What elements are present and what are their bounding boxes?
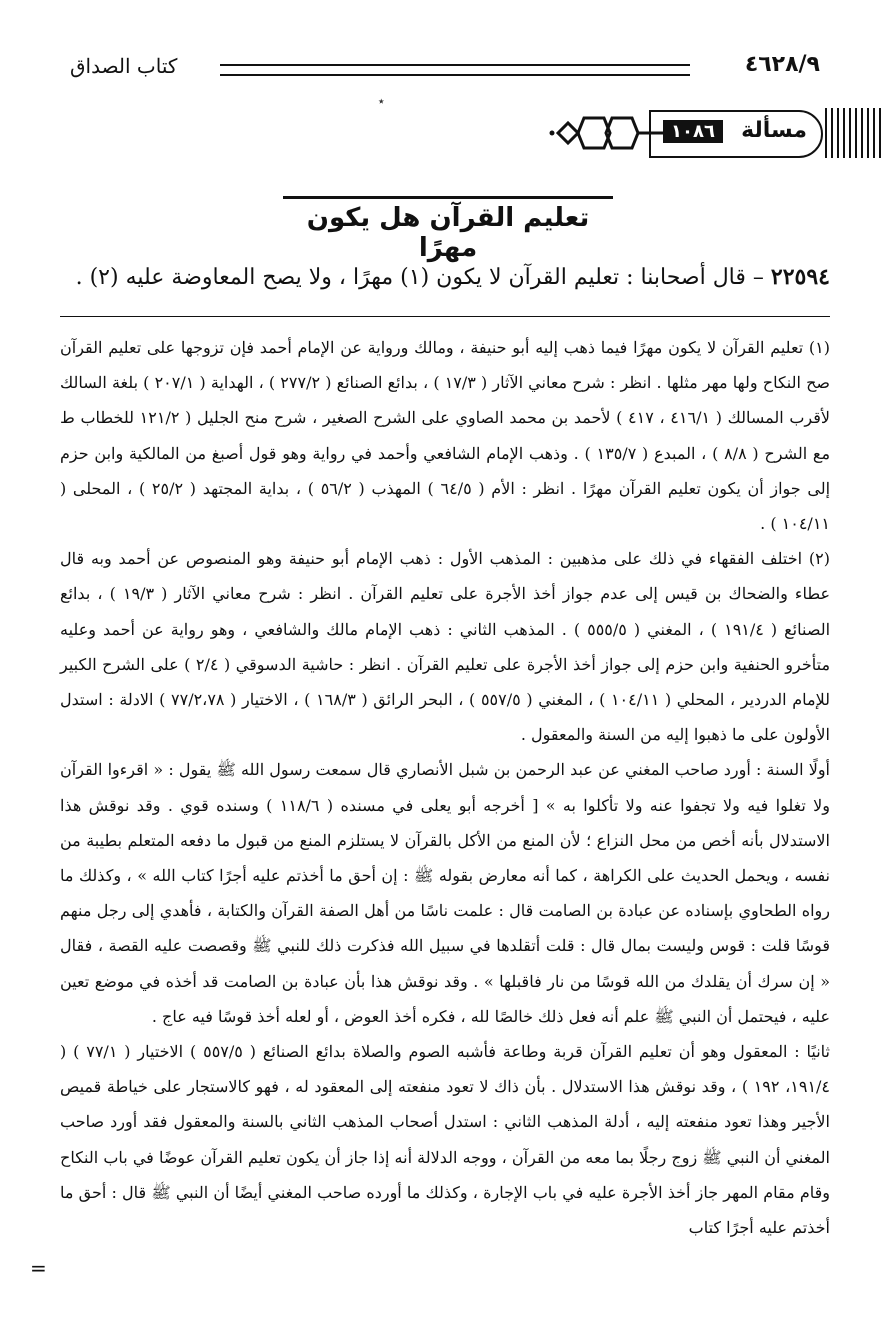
header-rule — [220, 64, 690, 76]
statement-text: – قال أصحابنا : تعليم القرآن لا يكون (١) مهرًا ، ولا يصح المعاوضة عليه (٢) . — [75, 265, 764, 290]
statement-number: ٢٢٥٩٤ — [770, 264, 830, 290]
footnote-2: (٢) اختلف الفقهاء في ذلك على مذهبين : المذهب الأول : ذهب الإمام أبو حنيفة وهو المنصوص عن أحمد وبه قال عطاء والضحاك بن قيس إلى عدم جواز أخذ الأجرة على تعليم القرآن . انظر : شرح معاني الآثار ( ١٩/٣ ) ، بدائع الصنائع ( ١٩١/٤ ) ، المغني ( ٥٥٥/٥ ) . المذهب الثاني : ذهب الإمام مالك والشافعي ، وهو رواية عن أحمد وعليه متأخرو الحنفية وابن حزم إلى جواز أخذ الأجرة على تعليم القرآن . انظر : حاشية الدسوقي ( ٢/٤ ) على الشرح الكبير للإمام الدردير ، المحلي ( ١٠٤/١١ ) ، المغني ( ٥٥٧/٥ ) ، البحر الرائق ( ١٦٨/٣ ) ، الاختيار ( ٧٧/٢،٧٨ ) الادلة : استدل الأولون على ما ذهبوا إليه من السنة والمعقول . — [60, 549, 831, 745]
book-title: كتاب الصداق — [70, 54, 178, 78]
footnote-reason: ثانيًا : المعقول وهو أن تعليم القرآن قربة وطاعة فأشبه الصوم والصلاة بدائع الصنائع ( ٥٥٧/٥ ) الاختيار ( ٧٧/١ ) ( ١٩١/٤، ١٩٢ ) ، وقد نوقش هذا الاستدلال . بأن ذاك لا تعود منفعته إلى المعقود له ، فهو كالاستجار على خياطة قميص الأجير وهذا تعود منفعته إليه ، أدلة المذهب الثاني : استدل أصحاب المذهب الثاني بالسنة والمعقول فقد أورد صاحب المغني أن النبي ﷺ زوج رجلًا بما معه من القرآن ، ووجه الدلالة أنه إذا جاز أن يكون تعليم القرآن عوضًا في باب النكاح وقام مقام المهر جاز أخذ الأجرة عليه في باب الإجارة ، وكذلك ما أورده صاحب المغني أيضًا أن النبي ﷺ قال : أحق ما أخذتم عليه أجرًا كتاب — [60, 1042, 831, 1238]
main-statement — [60, 260, 830, 295]
stray-mark: ٭ — [378, 94, 385, 108]
masala-banner — [548, 108, 885, 158]
ornament-icon — [548, 108, 668, 158]
footnote-1: (١) تعليم القرآن لا يكون مهرًا فيما ذهب إليه أبو حنيفة ، ومالك ورواية عن الإمام أحمد فإن تزوجها على تعليم القرآن صح النكاح ولها مهر مثلها . انظر : شرح معاني الآثار ( ١٧/٣ ) ، بدائع الصنائع ( ٢٧٧/٢ ) ، الهداية ( ٢٠٧/١ ) بلغة السالك لأقرب المسالك ( ٤١٦/١ ، ٤١٧ ) لأحمد بن محمد الصاوي على الشرح الصغير ، شرح منح الجليل ( ١٢١/٢ للخطاب ط مع الشرح ( ٨/٨ ) ، المبدع ( ١٣٥/٧ ) . وذهب الإمام الشافعي وأحمد في رواية وهو قول أصبغ من المالكية وابن حزم إلى جواز أن يكون تعليم القرآن مهرًا . انظر : الأم ( ٦٤/٥ ) المهذب ( ٥٦/٢ ) ، بداية المجتهد ( ٢٥/٢ ) ، المحلى ( ١٠٤/١١ ) . — [60, 338, 831, 534]
page-number: ٤٦٢٨/٩ — [744, 52, 820, 77]
running-header — [60, 52, 830, 92]
footnote-sunnah: أولًا السنة : أورد صاحب المغني عن عبد الرحمن بن شبل الأنصاري قال سمعت رسول الله ﷺ يقول : « اقرءوا القرآن ولا تغلوا فيه ولا تجفوا عنه ولا تأكلوا به » [ أخرجه أبو يعلى في مسنده ( ١١٨/٦ ) وسنده قوي . وقد نوقش هذا الاستدلال بأنه أخص من محل النزاع ؛ لأن المنع من الأكل بالقرآن لا يستلزم المنع من قبول ما دفعه المتعلم بطيبة من نفسه ، ويحمل الحديث على الكراهة ، كما أنه معارض بقوله ﷺ : إن أحق ما أخذتم عليه أجرًا كتاب الله » ، وكذلك ما رواه الطحاوي بإسناده عن عبادة بن الصامت قال : علمت ناسًا من أهل الصفة القرآن والكتابة ، فأهدي إلى رجل منهم قوسًا قلت : قوس وليست بمال قال : قلت أتقلدها في سبيل الله فذكرت ذلك للنبي ﷺ وقصصت عليه القصة ، فقال « إن سرك أن يقلدك من الله قوسًا من نار فاقبلها » . وقد نوقش هذا بأن عبادة بن الصامت قد أخذه في موضع تعين عليه ، فيحتمل أن النبي ﷺ علم أنه فعل ذلك خالصًا لله ، فكره أخذ العوض ، أو لعله أخذ قوسًا فيه عاج . — [60, 760, 830, 1026]
banner-box — [649, 110, 823, 158]
footnote-separator — [60, 316, 830, 317]
continuation-mark: = — [30, 1256, 47, 1280]
banner-number: ١٠٨٦ — [663, 120, 723, 143]
chapter-title: تعليم القرآن هل يكون مهرًا — [283, 196, 613, 269]
footnotes — [60, 330, 830, 1245]
banner-label: مسألة — [741, 118, 807, 143]
banner-stripes — [825, 108, 885, 158]
